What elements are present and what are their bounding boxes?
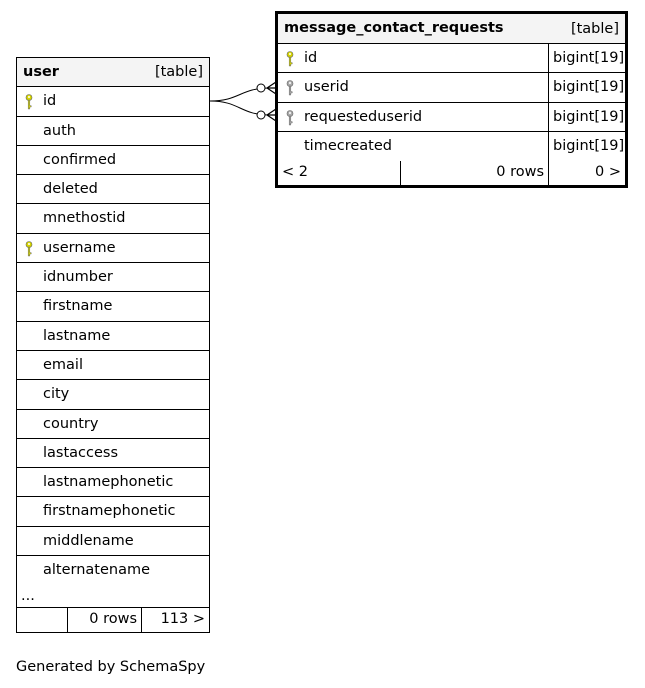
column-row-confirmed[interactable] xyxy=(17,146,209,175)
column-name: middlename xyxy=(43,532,134,549)
column-row-alternatename[interactable] xyxy=(17,556,209,585)
children-count[interactable]: 113 > xyxy=(141,608,209,632)
column-name: id xyxy=(304,50,318,66)
column-name: idnumber xyxy=(43,269,113,286)
column-name: userid xyxy=(304,79,349,96)
requests-table-header[interactable] xyxy=(278,14,625,44)
column-name: timecreated xyxy=(304,137,392,154)
primary-key-icon xyxy=(285,51,295,67)
column-name: city xyxy=(43,386,70,403)
table-footer xyxy=(17,608,209,632)
generated-by-text: Generated by SchemaSpy xyxy=(16,659,206,675)
column-row-email[interactable] xyxy=(17,351,209,380)
column-type: bigint[19] xyxy=(548,73,624,101)
column-row-requesteduserid[interactable] xyxy=(278,103,625,132)
column-row-auth[interactable] xyxy=(17,117,209,146)
column-name: username xyxy=(43,239,116,256)
table-name: message_contact_requests xyxy=(284,20,504,36)
primary-key-icon xyxy=(24,94,34,110)
column-name: lastnamephonetic xyxy=(43,474,174,491)
column-row-country[interactable] xyxy=(17,410,209,439)
table-name: user xyxy=(23,64,59,80)
ellipsis: ... xyxy=(21,588,35,605)
column-row-timecreated[interactable] xyxy=(278,132,625,161)
parents-count xyxy=(17,608,67,632)
table-footer xyxy=(278,161,625,185)
table-kind: [table] xyxy=(154,64,203,80)
column-type: bigint[19] xyxy=(548,44,624,72)
foreign-key-icon xyxy=(285,110,295,126)
column-name: mnethostid xyxy=(43,210,126,227)
column-name: auth xyxy=(43,122,76,139)
user-table[interactable] xyxy=(16,57,210,633)
column-name: lastname xyxy=(43,327,111,344)
primary-key-icon xyxy=(24,241,34,257)
column-name: lastaccess xyxy=(43,444,119,461)
column-row-lastaccess[interactable] xyxy=(17,439,209,468)
message-contact-requests-table[interactable] xyxy=(275,11,628,188)
column-name: requesteduserid xyxy=(304,108,423,125)
column-name: confirmed xyxy=(43,151,117,168)
rows-count: 0 rows xyxy=(400,161,548,185)
column-type: bigint[19] xyxy=(548,103,624,131)
column-name: country xyxy=(43,415,99,432)
column-row-middlename[interactable] xyxy=(17,527,209,556)
column-row-username[interactable] xyxy=(17,234,209,263)
children-count: 0 > xyxy=(548,161,625,185)
table-kind: [table] xyxy=(570,21,619,37)
column-row-firstnamephonetic[interactable] xyxy=(17,497,209,526)
column-row-id[interactable] xyxy=(17,87,209,116)
column-name: id xyxy=(43,93,57,110)
column-row-mnethostid[interactable] xyxy=(17,204,209,233)
column-name: firstname xyxy=(43,298,113,315)
column-row-userid[interactable] xyxy=(278,73,625,102)
column-name: deleted xyxy=(43,181,98,198)
column-row-lastnamephonetic[interactable] xyxy=(17,468,209,497)
foreign-key-icon xyxy=(285,80,295,96)
column-row-lastname[interactable] xyxy=(17,322,209,351)
column-row-idnumber[interactable] xyxy=(17,263,209,292)
column-name: email xyxy=(43,356,83,373)
parents-count[interactable]: < 2 xyxy=(282,164,308,181)
column-name: firstnamephonetic xyxy=(43,503,176,520)
crowfoot-zero-requesteduserid xyxy=(257,111,265,119)
column-name: alternatename xyxy=(43,562,151,579)
crowfoot-zero-userid xyxy=(257,84,265,92)
column-row-city[interactable] xyxy=(17,380,209,409)
user-table-header[interactable] xyxy=(17,58,209,87)
column-row-id[interactable] xyxy=(278,44,625,73)
column-type: bigint[19] xyxy=(548,132,624,161)
column-row-firstname[interactable] xyxy=(17,292,209,321)
column-row-deleted[interactable] xyxy=(17,175,209,204)
rows-count: 0 rows xyxy=(67,608,141,632)
ellipsis-row xyxy=(17,585,209,608)
